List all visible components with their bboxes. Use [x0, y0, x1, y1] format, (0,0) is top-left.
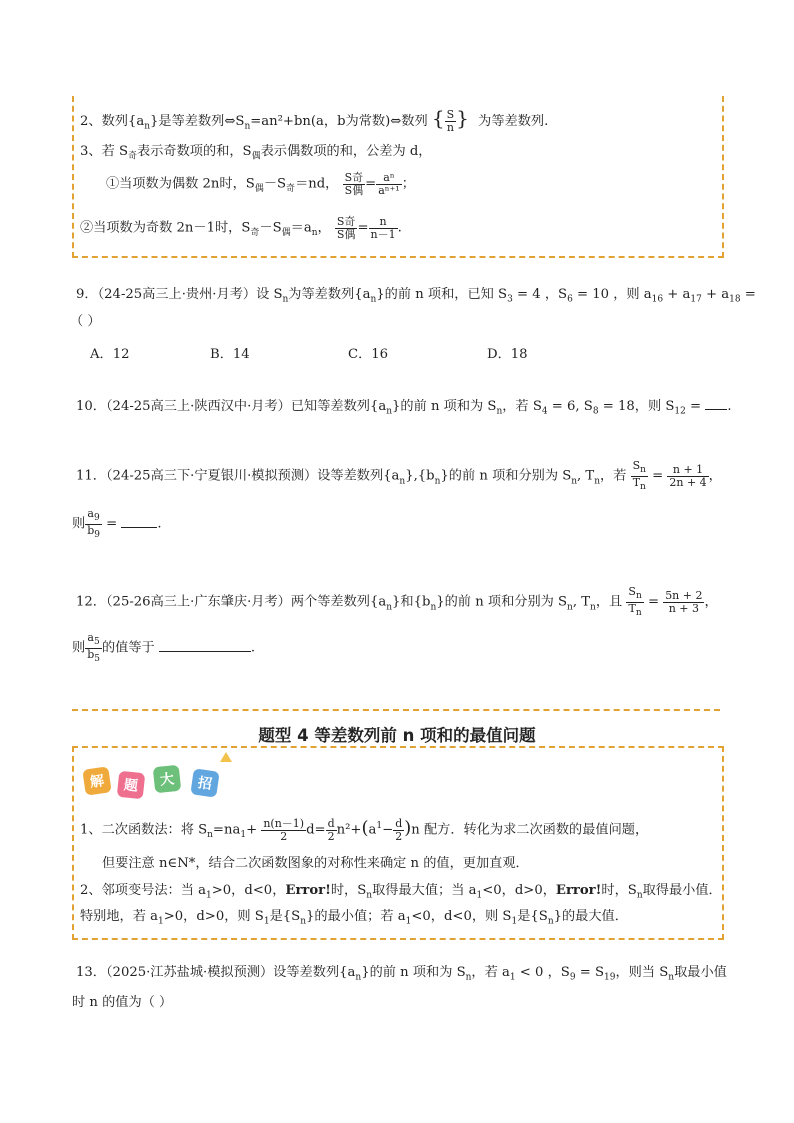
question-9-paren: （ ） [70, 314, 101, 329]
option-b[interactable]: B．14 [210, 347, 250, 362]
question-12: 12．（25-26高三上·广东肇庆·月考）两个等差数列$\{a_n\}$和$\{b_n\}$的前 n 项和分别为 $S_n$, $T_n$，且 $\frac{S_n}{T_n}$ = $\frac{5n + 2}{n + 3}$ ， [76, 585, 718, 618]
box1-line4: ②当项数为奇数 2n－1时，$S_奇-S_偶=a_n$， $\frac{\text{S奇}}{\text{S偶}}$ = $\frac{n}{n-1}$ . [80, 215, 402, 241]
question-11: 11．（24-25高三下·宁夏银川·模拟预测）设等差数列$\{a_n\},\{b_n\}$的前 n 项和分别为 $S_n$, $T_n$，若 $\frac{S_n}{T_n}$ = $\frac{n + 1}{2n + 4}$ ， [76, 459, 722, 492]
answer-blank-10[interactable] [705, 397, 727, 410]
option-a[interactable]: A．12 [90, 347, 130, 362]
badge-ti: 题 [117, 771, 146, 800]
option-c[interactable]: C．16 [348, 347, 389, 362]
sparkle-icon [220, 752, 232, 762]
badge-zhao: 招 [190, 768, 219, 797]
question-13: 13．（2025·江苏盐城·模拟预测）设等差数列$\{a_n\}$的前 n 项和为 $S_n$，若 $a_1 < 0$ ，$S_9 = S_{19}$，则当 $S_n$取最小值 [76, 965, 727, 983]
badge-da: 大 [153, 765, 182, 794]
question-10: 10．（24-25高三上·陕西汉中·月考）已知等差数列$\{a_n\}$的前 n 项和为 $S_n$，若 $S_4 = 6$, $S_8 = 18$，则 $S_{12}$ = . [76, 399, 732, 417]
answer-blank-11[interactable] [121, 515, 157, 528]
box1-line1: 2、数列$\{a_n\}$是等差数列$\Leftrightarrow S_n=an^2+bn(a$，b为常数)⇔数列 { $\frac{S}{n}$ } 为等差数列. [80, 106, 549, 134]
question-11-line2: 则 $\frac{a_9}{b_9}$ = . [72, 507, 162, 540]
box1-line2: 3、若 $S_奇$表示奇数项的和，$S_偶$表示偶数项的和，公差为 d， [80, 144, 432, 162]
box2-line4: 特别地，若 $a_1>0$，d>0，则 $S_1$是$\{S_n\}$的最小值；若 $a_1<0$，d<0，则 $S_1$是$\{S_n\}$的最大值． [80, 909, 628, 927]
question-12-line2: 则 $\frac{a_5}{b_5}$ 的值等于 . [72, 631, 256, 664]
answer-blank-12[interactable] [159, 639, 251, 652]
badge-jie: 解 [82, 766, 111, 795]
question-9: 9．（24-25高三上·贵州·月考）设 $S_n$为等差数列$\{a_n\}$的前 n 项和，已知 $S_3 = 4$ ，$S_6 = 10$ ，则 $a_{16} + a_{17} + a_{18}$ = [76, 287, 756, 305]
option-d[interactable]: D．18 [487, 347, 528, 362]
box2-line1: 1、二次函数法：将 $S_n=na_1+$ $\frac{n(n-1)}{2}$ d= $\frac{d}{2}$ $n^2+(a^1-$ $\frac{d}{2}$ )n 配方．转化为求二次函数的最值问题， [80, 817, 649, 843]
section-title: 题型 4 等差数列前 n 项和的最值问题 [258, 726, 536, 745]
box2-line3: 2、邻项变号法：当 $a_1>0$，d<0，Error!时，$S_n$取得最大值；当 $a_1<0$，d>0，Error!时，$S_n$取得最小值． [80, 883, 722, 901]
box2-line2: 但要注意 n∈N*，结合二次函数图象的对称性来确定 n 的值，更加直观． [102, 856, 529, 871]
question-13-line2: 时 n 的值为（ ） [72, 995, 173, 1010]
box1-line3: ①当项数为偶数 2n时，$S_偶-S_奇=nd$， $\frac{\text{S奇}}{\text{S偶}}$ = $\frac{\text{aⁿ}}{\text{aⁿ⁺¹}}$ ； [106, 171, 415, 197]
section-divider [72, 709, 720, 711]
